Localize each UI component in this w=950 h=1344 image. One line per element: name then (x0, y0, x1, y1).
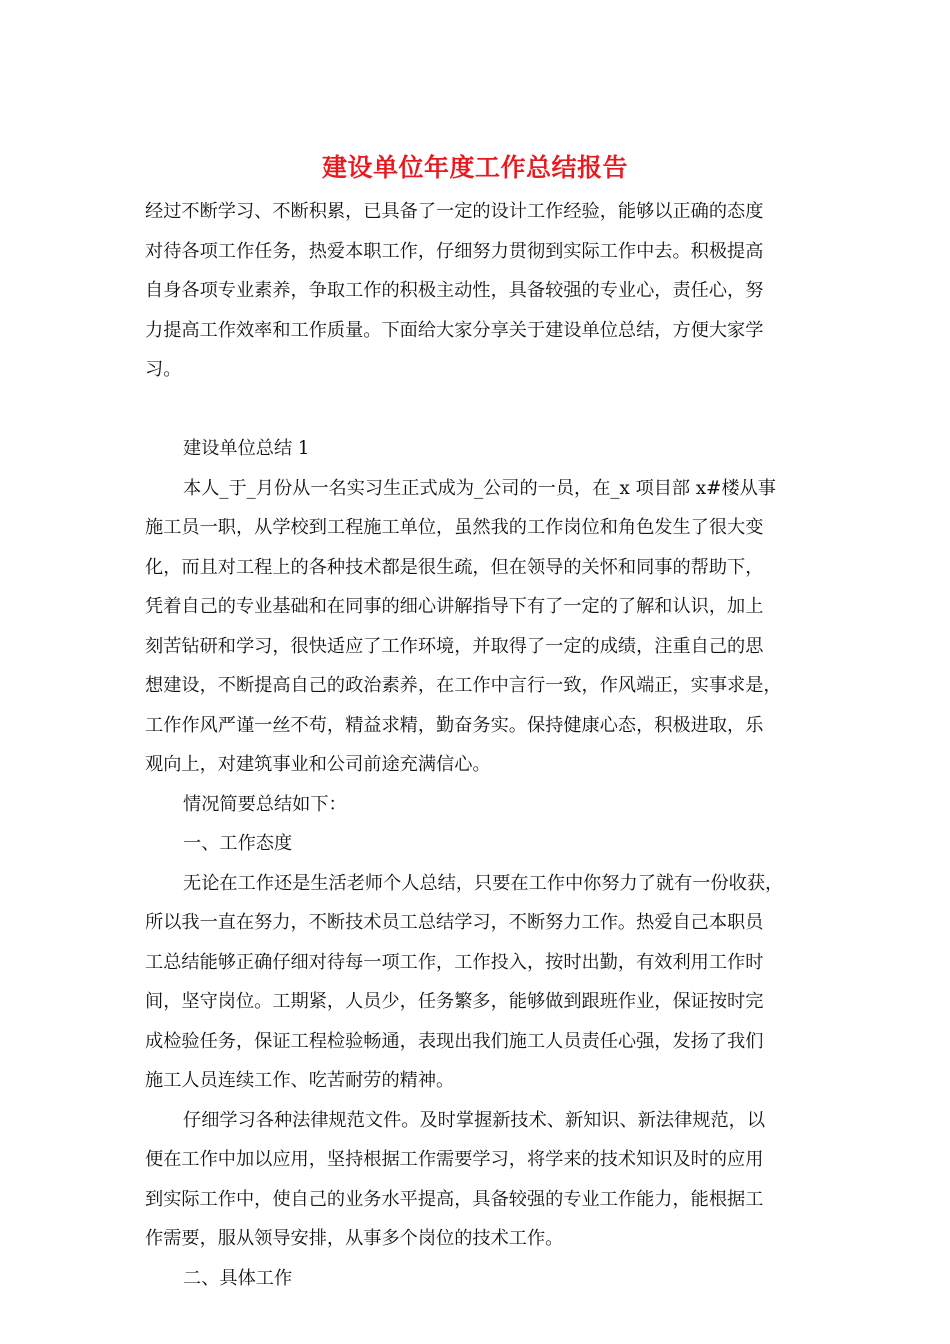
text-line: 力提高工作效率和工作质量。下面给大家分享关于建设单位总结，方便大家学 (145, 319, 764, 341)
text-line: 间，坚守岗位。工期紧，人员少，任务繁多，能够做到跟班作业，保证按时完 (145, 991, 764, 1012)
text-line: 工作作风严谨一丝不苟，精益求精，勤奋务实。保持健康心态，积极进取，乐 (145, 714, 764, 736)
text-line: 想建设，不断提高自己的政治素养，在工作中言行一致，作风端正，实事求是， (145, 675, 782, 696)
heading-specific-work: 二、具体工作 (183, 1267, 293, 1289)
text-line: 化，而且对工程上的各种技术都是很生疏，但在领导的关怀和同事的帮助下， (145, 556, 764, 578)
text-line: 经过不断学习、不断积累，已具备了一定的设计工作经验，能够以正确的态度 (145, 201, 764, 222)
paragraph-gap (145, 390, 811, 430)
text-line: 凭着自己的专业基础和在同事的细心讲解指导下有了一定的了解和认识，加上 (145, 596, 764, 617)
text-line: 成检验任务，保证工程检验畅通，表现出我们施工人员责任心强，发扬了我们 (145, 1030, 764, 1052)
paragraph-3 (145, 1101, 811, 1259)
paragraph-1 (145, 469, 811, 785)
text-line: 自身各项专业素养，争取工作的积极主动性，具备较强的专业心，责任心，努 (145, 280, 764, 301)
text-line: 便在工作中加以应用，坚持根据工作需要学习，将学来的技术知识及时的应用 (145, 1149, 764, 1170)
text-line: 施工员一职，从学校到工程施工单位，虽然我的工作岗位和角色发生了很大变 (145, 517, 764, 538)
intro-paragraph (145, 192, 811, 390)
text-line: 刻苦钻研和学习，很快适应了工作环境，并取得了一定的成绩，注重自己的思 (145, 635, 764, 657)
section-heading: 建设单位总结 1 (183, 438, 310, 459)
text-line: 到实际工作中，使自己的业务水平提高，具备较强的专业工作能力，能根据工 (145, 1188, 764, 1210)
text-line: 对待各项工作任务，热爱本职工作，仔细努力贯彻到实际工作中去。积极提高 (145, 240, 764, 262)
text-line: 施工人员连续工作、吃苦耐劳的精神。 (145, 1070, 455, 1091)
text-line: 所以我一直在努力，不断技术员工总结学习，不断努力工作。热爱自己本职员 (145, 912, 764, 933)
document-body (145, 192, 811, 1298)
paragraph-2 (145, 864, 811, 1101)
text-line: 仔细学习各种法律规范文件。及时掌握新技术、新知识、新法律规范，以 (183, 1109, 766, 1131)
text-line: 本人_于_月份从一名实习生正式成为_公司的一员，在_x 项目部 x#楼从事 (183, 477, 776, 499)
text-line: 工总结能够正确仔细对待每一项工作，工作投入，按时出勤，有效利用工作时 (145, 951, 764, 973)
summary-intro: 情况简要总结如下： (183, 793, 347, 815)
heading-work-attitude: 一、工作态度 (183, 833, 293, 854)
text-line: 作需要，服从领导安排，从事多个岗位的技术工作。 (145, 1228, 564, 1249)
text-line: 习。 (145, 359, 182, 380)
text-line: 观向上，对建筑事业和公司前途充满信心。 (145, 754, 491, 775)
document-title: 建设单位年度工作总结报告 (321, 153, 628, 182)
text-line: 无论在工作还是生活老师个人总结，只要在工作中你努力了就有一份收获， (183, 872, 784, 894)
